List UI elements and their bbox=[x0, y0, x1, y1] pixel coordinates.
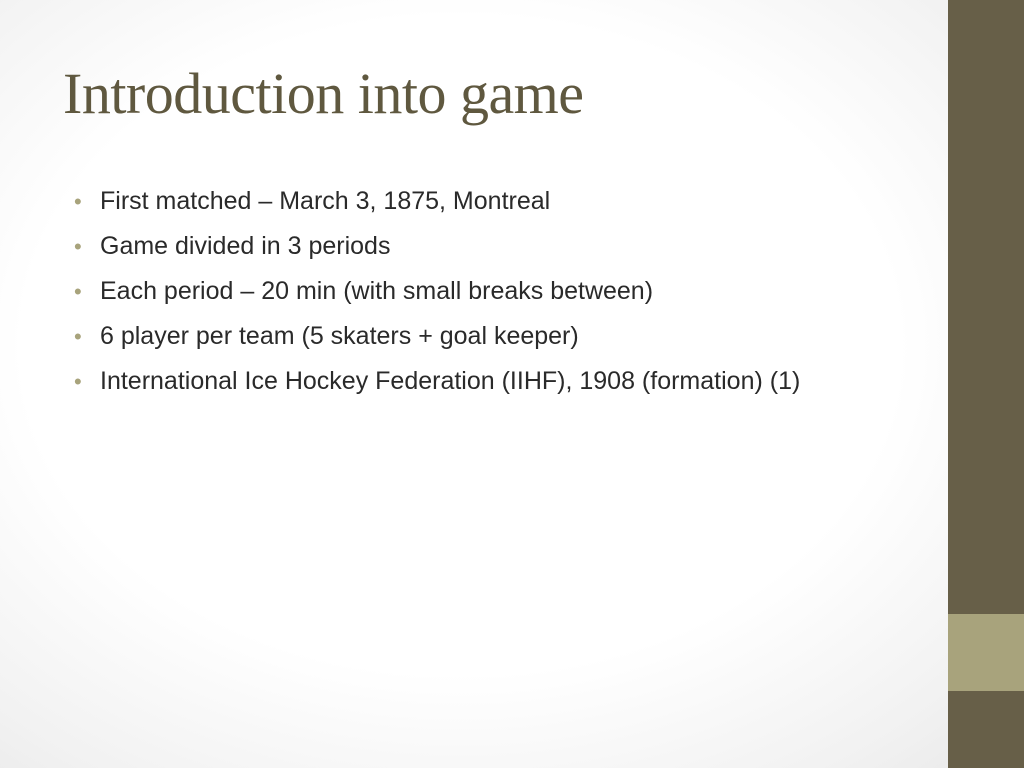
bullet-dot-icon: • bbox=[74, 369, 82, 394]
bullet-text: First matched – March 3, 1875, Montreal bbox=[100, 187, 551, 215]
bullet-text: 6 player per team (5 skaters + goal keeper) bbox=[100, 322, 579, 350]
bullet-item bbox=[74, 321, 874, 352]
bullet-item bbox=[74, 276, 874, 307]
bullet-dot-icon: • bbox=[74, 189, 82, 214]
bullet-dot-icon: • bbox=[74, 234, 82, 259]
bullet-text: Each period – 20 min (with small breaks between) bbox=[100, 277, 654, 305]
slide-title: Introduction into game bbox=[63, 61, 584, 126]
bullet-list bbox=[74, 186, 874, 411]
bullet-item bbox=[74, 231, 874, 262]
bullet-dot-icon: • bbox=[74, 279, 82, 304]
side-accent-block bbox=[948, 614, 1024, 691]
bullet-item bbox=[74, 186, 874, 217]
bullet-item bbox=[74, 366, 874, 397]
bullet-dot-icon: • bbox=[74, 324, 82, 349]
bullet-text: International Ice Hockey Federation (IIHF), 1908 (formation) (1) bbox=[100, 367, 801, 395]
bullet-text: Game divided in 3 periods bbox=[100, 232, 391, 260]
